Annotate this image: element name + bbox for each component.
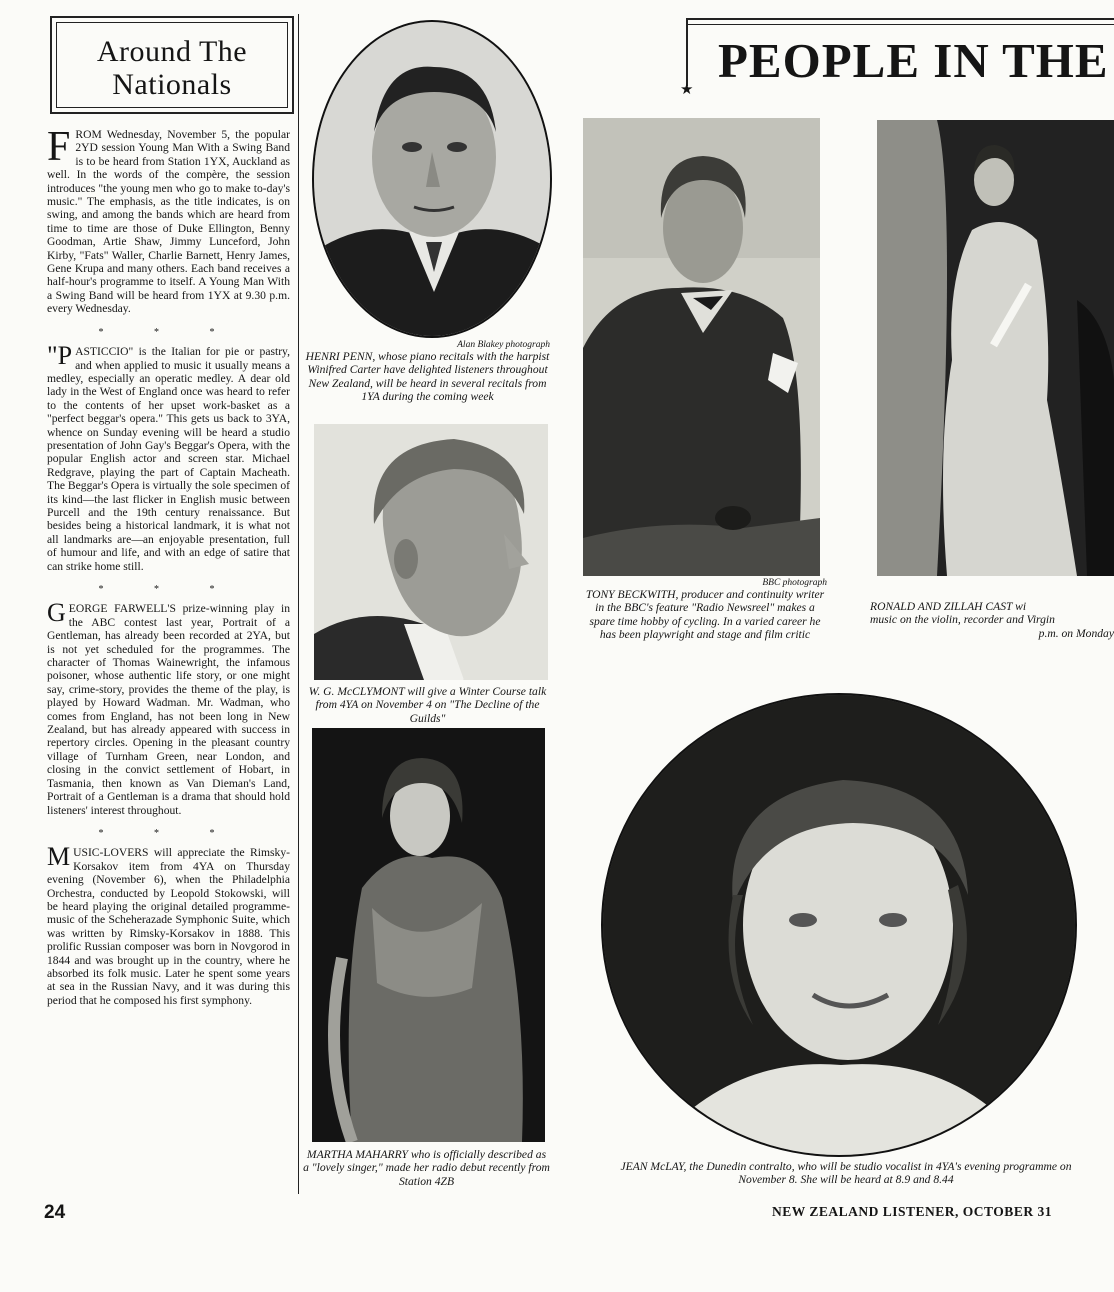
star-icon: ★ — [680, 80, 694, 98]
article-farwell-text: EORGE FARWELL'S prize-winning play in the ABC contest last year, Portrait of a Gentleman, has already been recorded at 2YA, but is not yet scheduled for the programmes. The character of Thomas Wainewright, the infamous poisoner, whose authentic life story, or one might say, crime-story, provides the theme of the play, is played by Howard Wadman. Mr. Wadman, who comes from England, has not been long in New Zealand, but has already appeared with success in repertory circles. Opening in the pleasant country village of Turnham Green, near London, and closing in the convict settlement of Hobart, in Tasmania, then known as Van Dieman's Land, Portrait of a Gentleman is a drama that should hold listeners' interest throughout. — [47, 602, 290, 817]
photo-mcclymont — [314, 424, 548, 680]
article-swing-band — [47, 124, 290, 316]
page-number: 24 — [44, 1202, 66, 1223]
caption-martha-maharry: MARTHA MAHARRY who is officially described as a "lovely singer," made her radio debut recently from Station 4ZB — [303, 1148, 550, 1188]
article-pasticcio — [47, 341, 290, 573]
caption-castle-line3: p.m. on Monday — [1038, 626, 1114, 640]
portrait-tony-beckwith — [583, 118, 820, 576]
page-headline: PEOPLE IN THE — [718, 33, 1109, 88]
portrait-henri-penn — [314, 22, 552, 338]
headline-rule-top — [686, 18, 1114, 20]
credit-penn: Alan Blakey photograph — [457, 340, 550, 350]
separator-3: * * * — [98, 827, 239, 839]
dropcap-f: F — [47, 124, 71, 170]
dropcap-p: "P — [47, 341, 73, 371]
portrait-jean-mclay — [603, 695, 1077, 1157]
photo-henri-penn — [312, 20, 552, 338]
credit-beckwith: BBC photograph — [762, 578, 827, 588]
caption-mcclymont: W. G. McCLYMONT will give a Winter Course talk from 4YA on November 4 on "The Decline of the Guilds" — [308, 685, 547, 725]
dropcap-g: G — [47, 598, 66, 628]
article-farwell — [47, 598, 290, 817]
nationals-title-line2: Nationals — [112, 68, 232, 101]
separator-2: * * * — [98, 584, 239, 595]
separator-1: * * * — [98, 326, 239, 338]
caption-castle-line2: music on the violin, recorder and Virgin — [870, 613, 1055, 627]
caption-castle-line1: RONALD AND ZILLAH CAST wi — [870, 600, 1027, 613]
article-rimsky — [47, 842, 290, 1007]
photo-tony-beckwith — [583, 118, 820, 576]
article-rimsky-text: USIC-LOVERS will appreciate the Rimsky-Korsakov item from 4YA on Thursday evening (November 6), when the Philadelphia Orchestra, conducted by Leopold Stokowski, will be heard playing the original detailed programme-music of the Scheherazade Symphonic Suite, which was written by Rimsky-Korsakov in 1888. This prolific Russian composer was born in Novgorod in 1844 and was brought up in the country, where he absorbed its folk music. Later he spent some years at sea in the Russian Navy, and it was during this period that he composed his first symphony. — [47, 846, 290, 1007]
nationals-title-line1: Around The — [96, 35, 248, 68]
dropcap-m: M — [47, 842, 71, 872]
headline-rule-left — [686, 18, 688, 86]
article-pasticcio-text: ASTICCIO" is the Italian for pie or pastry, and when applied to music it usually means a medley, especially an operatic medley. A dear old lady in the West of England once was heard to refer to the contents of her upset work-basket as a "perfect beggar's opera." This gets us back to 3YA, whence on Sunday evening will be heard a studio presentation of John Gay's Beggar's Opera, with the popular English actor and screen star. Michael Redgrave, playing the part of Captain Macheath. The Beggar's Opera is virtually the sole specimen of its kind—the last flicker in English music between Purcell and the 19th century renaissance. But besides being a historical landmark, it is what not all landmarks are—an enjoyable presentation, full of humour and life, and with an edge of satire that can strike home still. — [47, 345, 290, 573]
portrait-mcclymont — [314, 424, 548, 680]
column-rule-left — [298, 14, 299, 1194]
caption-jean-mclay: JEAN McLAY, the Dunedin contralto, who will be studio vocalist in 4YA's evening programme on November 8. She will be heard at 8.9 and 8.44 — [620, 1160, 1072, 1187]
article-swing-band-text: ROM Wednesday, November 5, the popular 2YD session Young Man With a Swing Band is to be heard from Station 1YX, Auckland as well. In the words of the compère, the session introduces "the young men who go to make to-day's music." The emphasis, as the title indicates, is on swing, and among the bands which are heard from time to time are those of Duke Ellington, Benny Goodman, Artie Shaw, Jimmy Lunceford, John Kirby, "Fats" Waller, Charlie Barnett, Henry James, Gene Krupa and many others. Each band receives a half-hour's programme to itself. A Young Man With a Swing Band will be heard from 1YX at 9.30 p.m. every Wednesday. — [47, 128, 290, 316]
nationals-title — [56, 22, 288, 108]
nationals-title-box — [50, 16, 294, 114]
caption-henri-penn: HENRI PENN, whose piano recitals with the harpist Winifred Carter have delighted listeners throughout New Zealand, will be heard in several recitals from 1YA during the coming week — [305, 350, 550, 403]
photo-ronald-zillah-castle — [877, 120, 1114, 576]
portrait-martha-maharry — [312, 728, 545, 1142]
caption-tony-beckwith: TONY BECKWITH, producer and continuity writer in the BBC's feature "Radio Newsreel" makes a spare time hobby of cycling. In a varied career he has been playwright and stage and film critic — [585, 588, 825, 641]
caption-castle — [870, 600, 1114, 640]
headline-rule-top-thin — [686, 24, 1114, 25]
photo-martha-maharry — [312, 728, 545, 1142]
photo-jean-mclay — [601, 693, 1077, 1157]
publication-footer: NEW ZEALAND LISTENER, OCTOBER 31 — [772, 1204, 1052, 1219]
portrait-zillah-castle — [877, 120, 1114, 576]
nationals-column — [47, 124, 290, 1017]
